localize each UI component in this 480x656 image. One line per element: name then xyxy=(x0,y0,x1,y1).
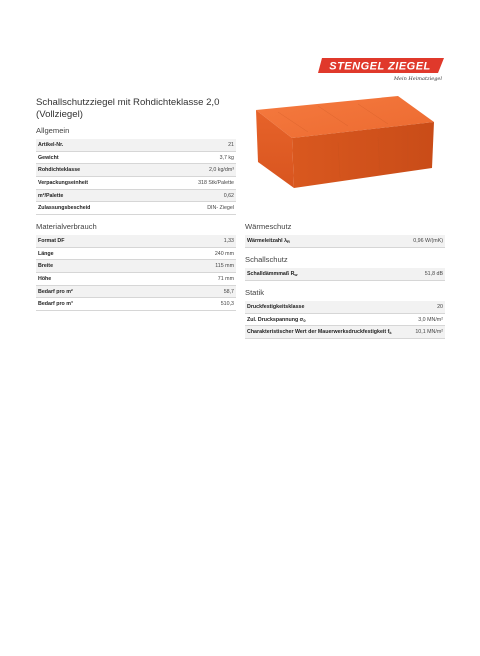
table-row xyxy=(36,260,236,273)
table-row xyxy=(245,235,445,247)
row-value: 51,8 dB xyxy=(387,268,445,280)
table-row xyxy=(36,202,236,215)
stengel-ziegel-logo xyxy=(318,56,444,82)
general-table xyxy=(36,139,236,215)
row-label: Bedarf pro m² xyxy=(36,285,161,298)
row-label: Format DF xyxy=(36,235,161,247)
row-value: 0,62 xyxy=(153,189,236,202)
static-table xyxy=(245,301,445,339)
table-row xyxy=(36,298,236,311)
row-value: 71 mm xyxy=(161,273,236,286)
row-label: Charakteristischer Wert der Mauerwerksdruckfestigkeit $f_k$ xyxy=(245,326,410,339)
row-label: Höhe xyxy=(36,273,161,286)
table-row xyxy=(36,235,236,247)
row-value: 20 xyxy=(410,301,445,313)
table-row xyxy=(245,326,445,339)
table-row xyxy=(36,177,236,190)
brick-image xyxy=(248,92,444,192)
row-label: Bedarf pro m³ xyxy=(36,298,161,311)
row-label: Druckfestigkeitsklasse xyxy=(245,301,410,313)
table-row xyxy=(245,301,445,313)
row-label: Breite xyxy=(36,260,161,273)
row-value: 240 mm xyxy=(161,247,236,260)
table-row xyxy=(245,268,445,280)
row-value: 0,96 W/(mK) xyxy=(361,235,445,247)
row-label: Gewicht xyxy=(36,151,153,164)
logo-slogan: Mein Heimatziegel xyxy=(393,76,442,82)
static-heading: Statik xyxy=(245,288,264,297)
row-value: 21 xyxy=(153,139,236,151)
table-row xyxy=(36,247,236,260)
table-row xyxy=(36,139,236,151)
sound-table xyxy=(245,268,445,281)
row-label: Zulassungsbescheid xyxy=(36,202,153,215)
row-value: 115 mm xyxy=(161,260,236,273)
sound-heading: Schallschutz xyxy=(245,255,288,264)
row-value: 3,7 kg xyxy=(153,151,236,164)
row-value: DIN- Ziegel xyxy=(153,202,236,215)
general-heading: Allgemein xyxy=(36,126,70,135)
table-row xyxy=(36,273,236,286)
table-row xyxy=(245,313,445,326)
row-label: Schalldämmmaß $R_w$ xyxy=(245,268,387,280)
row-value: 318 Stk/Palette xyxy=(153,177,236,190)
row-value: 10,1 MN/m² xyxy=(410,326,445,339)
row-value: 1,33 xyxy=(161,235,236,247)
row-value: 58,7 xyxy=(161,285,236,298)
thermal-heading: Wärmeschutz xyxy=(245,222,292,231)
logo-text: STENGEL ZIEGEL xyxy=(329,60,431,73)
row-label: Artikel-Nr. xyxy=(36,139,153,151)
material-table xyxy=(36,235,236,311)
row-value: 2,0 kg/dm³ xyxy=(153,164,236,177)
row-value: 510,3 xyxy=(161,298,236,311)
table-row xyxy=(36,189,236,202)
row-label: m²/Palette xyxy=(36,189,153,202)
row-label: Zul. Druckspannung $\sigma_0$ xyxy=(245,313,410,326)
table-row xyxy=(36,285,236,298)
row-label: Wärmeleitzahl $\lambda_R$ xyxy=(245,235,361,247)
thermal-table xyxy=(245,235,445,248)
table-row xyxy=(36,164,236,177)
table-row xyxy=(36,151,236,164)
material-heading: Materialverbrauch xyxy=(36,222,97,231)
row-label: Länge xyxy=(36,247,161,260)
row-label: Rohdichteklasse xyxy=(36,164,153,177)
row-value: 3,0 MN/m² xyxy=(410,313,445,326)
row-label: Verpackungseinheit xyxy=(36,177,153,190)
product-title: Schallschutzziegel mit Rohdichteklasse 2,0 (Vollziegel) xyxy=(36,97,220,120)
